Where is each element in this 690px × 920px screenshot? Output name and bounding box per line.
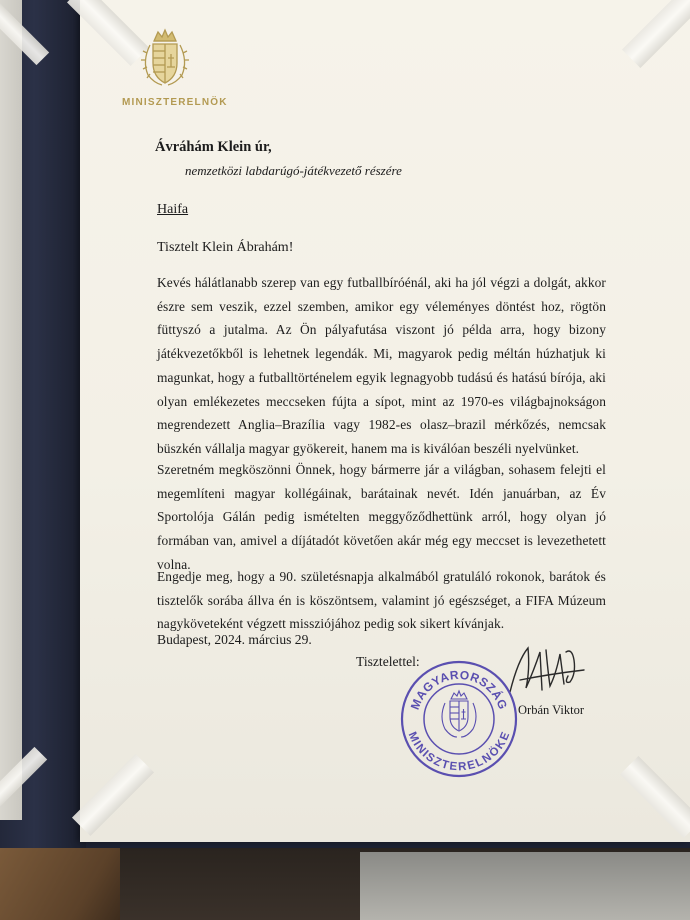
recipient-name: Ávráhám Klein úr, bbox=[155, 139, 272, 155]
body-paragraph: Szeretném megköszönni Önnek, hogy bármerre jár a világban, sohasem felejti el megemlíteni magyar kollégáinak, barátainak nevét. Idén januárban, az Év Sportolója Gálán pedig ismételten meggyőződhettünk arról, hogy olyan jó formában van, amivel a díjátadót követően akár még egy meccset is levezethetett volna. bbox=[157, 462, 606, 572]
left-page bbox=[0, 0, 22, 820]
recipient-role: nemzetközi labdarúgó-játékvezető részére bbox=[185, 163, 402, 178]
official-stamp bbox=[399, 659, 519, 779]
body-paragraph: Kevés hálátlanabb szerep van egy futballbíróénál, aki ha jól végzi a dolgát, akkor észre sem veszik, ezzel szemben, amikor egy véleményes döntést hoz, rögtön füttyszó a jutalma. Az Ön pályafutása viszont jó példa arra, hogy bizony játékvezetőkből is lehetnek legendák. Mi, magyarok pedig méltán húzhatjuk ki magunkat, hogy a futballtörténelem egyik legnagyobb tudású és hatású bírója, aki olyan emlékezetes meccseken fújta a sípot, mint az 1970-es világbajnokságon megrendezett Anglia–Brazília vagy 1982-es olasz–brazil mérkőzés, nemcsak büszkén vállalja magyar gyökereit, hanem ma is kiválóan beszéli nyelvünket. bbox=[157, 275, 606, 456]
letterhead-office: MINISZTERELNÖK bbox=[122, 97, 228, 108]
body-paragraph: Engedje meg, hogy a 90. születésnapja alkalmából gratuláló rokonok, barátok és tisztelők sorába állva én is köszöntsem, valamint jó egészséget, a FIFA Múzeum nagyköveteként végzett missziójához pedig sok sikert kívánjak. bbox=[157, 569, 606, 632]
salutation: Tisztelt Klein Ábrahám! bbox=[157, 240, 294, 255]
stamp-bottom-text: MINISZTERELNÖKE bbox=[405, 730, 513, 774]
signer-name: Orbán Viktor bbox=[518, 703, 585, 717]
closing: Tisztelettel: bbox=[356, 654, 420, 669]
recipient-city: Haifa bbox=[157, 202, 189, 217]
stamp-top-text: MAGYARORSZÁG bbox=[407, 667, 511, 712]
dateline: Budapest, 2024. március 29. bbox=[157, 632, 312, 647]
floor-wood bbox=[0, 848, 120, 920]
stamp-coat-of-arms-icon bbox=[442, 691, 476, 737]
coat-of-arms-icon bbox=[138, 27, 192, 89]
svg-text:MINISZTERELNÖKE bbox=[406, 730, 513, 773]
floor-cloth bbox=[360, 852, 690, 920]
